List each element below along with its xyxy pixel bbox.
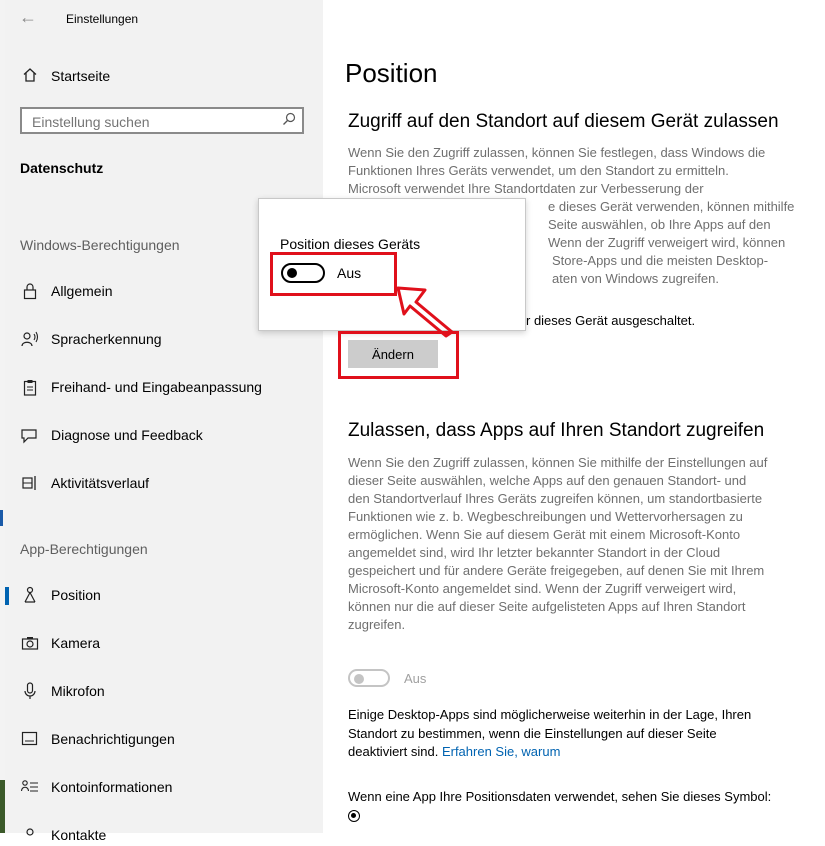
sidebar-item-label: Allgemein — [51, 283, 113, 299]
description-line: aten von Windows zugreifen. — [552, 271, 719, 286]
description-line: den Standortverlauf Ihres Geräts zugreifen können, um standortbasierte — [348, 491, 763, 506]
description-line: gespeichert und für andere Geräte freigegeben, auf denen Sie mit Ihrem — [348, 563, 765, 578]
description-line: dieser Seite auswählen, welche Apps auf den genauen Standort- und — [348, 473, 747, 488]
change-button[interactable]: Ändern — [348, 340, 438, 368]
description-line: Funktionen wie z. b. Wegbeschreibungen und Wettervorhersagen zu — [348, 509, 743, 524]
description-line: Funktionen Ihres Geräts verwendet, um den Standort zu ermitteln. — [348, 163, 729, 178]
note-line: Einige Desktop-Apps sind möglicherweise weiterhin in der Lage, Ihren — [348, 707, 752, 722]
sidebar-item-label: Spracherkennung — [51, 331, 162, 347]
sidebar-item-label: Position — [51, 587, 101, 603]
app-title: Einstellungen — [66, 12, 139, 26]
description-line: Wenn Sie den Zugriff zulassen, können Sie festlegen, dass Windows die — [348, 145, 766, 160]
sidebar-item-label: Kontakte — [51, 827, 107, 843]
description-line: Microsoft verwendet Ihre Standortdaten zur Verbesserung der — [348, 181, 704, 196]
sidebar-item-label: Freihand- und Eingabeanpassung — [51, 379, 262, 395]
symbol-note: Wenn eine App Ihre Positionsdaten verwendet, sehen Sie dieses Symbol: — [348, 789, 772, 804]
section-heading-device: Zugriff auf den Standort auf diesem Gerät zulassen — [348, 111, 779, 132]
description-line: Microsoft-Konto angemeldet sind. Wenn der Zugriff verweigert wird, — [348, 581, 737, 596]
sidebar-item-label: Kamera — [51, 635, 101, 651]
group-title-apps: App-Berechtigungen — [20, 541, 148, 557]
sidebar-item-label: Benachrichtigungen — [51, 731, 175, 747]
back-arrow-icon[interactable]: ← — [19, 7, 37, 27]
section-heading-apps: Zulassen, dass Apps auf Ihren Standort zugreifen — [348, 420, 765, 441]
description-line: e dieses Gerät verwenden, können mithilfe — [548, 199, 795, 214]
sidebar-item-label: Kontoinformationen — [51, 779, 173, 795]
description-line: zugreifen. — [348, 617, 406, 632]
learn-why-link[interactable]: Erfahren Sie, warum — [441, 744, 561, 759]
nav-home-label: Startseite — [51, 68, 111, 84]
description-line: Store-Apps und die meisten Desktop- — [552, 253, 769, 268]
description-line: Seite auswählen, ob Ihre Apps auf den — [548, 217, 771, 232]
device-location-status: r dieses Gerät ausgeschaltet. — [526, 313, 696, 328]
sidebar-item-label: Mikrofon — [51, 683, 105, 699]
device-location-toggle-state: Aus — [337, 265, 362, 281]
sidebar-item-label: Aktivitätsverlauf — [51, 475, 150, 491]
group-title-windows: Windows-Berechtigungen — [20, 237, 180, 253]
description-line: ermöglichen. Wenn Sie auf diesem Gerät mit einem Microsoft-Konto — [348, 527, 741, 542]
flyout-label: Position dieses Geräts — [280, 236, 421, 252]
description-line: Wenn der Zugriff verweigert wird, können — [548, 235, 786, 250]
page-title: Position — [345, 58, 438, 88]
description-line: angemeldet sind, wird Ihr letzter bekannter Standort in der Cloud — [348, 545, 721, 560]
note-line-text: deaktiviert sind. — [348, 744, 442, 759]
apps-location-toggle-state: Aus — [404, 671, 427, 686]
description-line: können nur die auf dieser Seite aufgelisteten Apps auf Ihren Standort — [348, 599, 746, 614]
sidebar-item-label: Diagnose und Feedback — [51, 427, 203, 443]
description-line: Wenn Sie den Zugriff zulassen, können Sie mithilfe der Einstellungen auf — [348, 455, 768, 470]
note-line: Standort zu bestimmen, wenn die Einstellungen auf dieser Seite — [348, 725, 717, 741]
section-title: Datenschutz — [20, 160, 104, 176]
